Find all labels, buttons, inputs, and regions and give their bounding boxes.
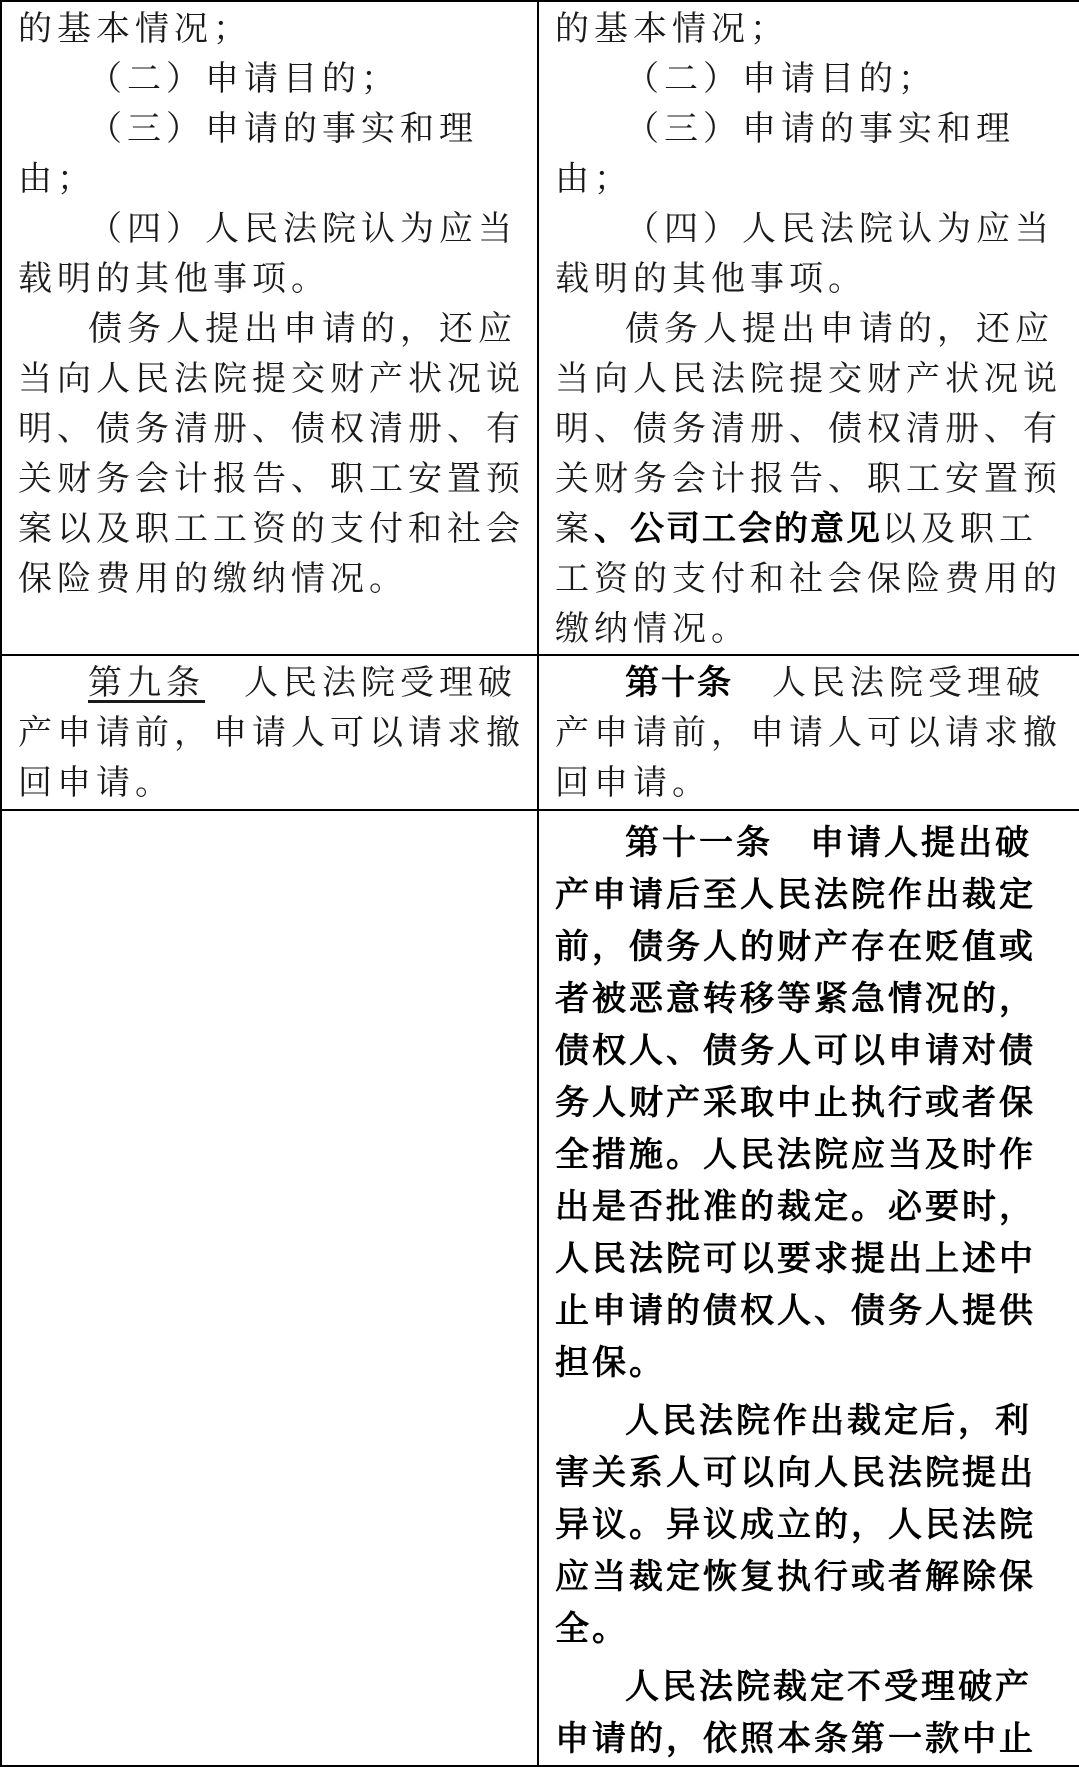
paragraph: （四）人民法院认为应当载明的其他事项。: [18, 209, 517, 299]
table-row: [1, 655, 1079, 810]
paragraph: 债务人提出申请的，还应当向人民法院提交财产状况说明、债务清册、债权清册、有关财务会计报告、职工安置预案以及职工工资的支付和社会保险费用的缴纳情况。: [18, 309, 525, 599]
paragraph: [555, 304, 1067, 654]
new-text-cell: [538, 1, 1079, 655]
paragraph: （三）申请的事实和理由；: [18, 109, 478, 199]
old-text-cell: [1, 1, 538, 655]
article-text: 人民法院受理破产申请前，申请人可以请求撤回申请。: [555, 663, 1062, 803]
paragraph: （三）申请的事实和理由；: [555, 109, 1015, 199]
paragraph: [555, 658, 1067, 808]
unchanged-text: 以及职工工资的支付和社会保险费用的缴纳情况。: [555, 509, 1062, 649]
paragraph: （四）人民法院认为应当载明的其他事项。: [555, 209, 1054, 299]
paragraph: 的基本情况；: [555, 9, 789, 49]
paragraph: （二）申请目的；: [625, 59, 937, 99]
article-number: 第九条: [88, 663, 205, 703]
article-text: 人民法院受理破产申请前，申请人可以请求撤回申请。: [18, 663, 525, 803]
added-text: 、公司工会的意见: [594, 509, 882, 549]
paragraph: [18, 658, 525, 808]
paragraph: 第十一条 申请人提出破产申请后至人民法院作出裁定前，债务人的财产存在贬值或者被恶意转移等紧急情况的，债权人、债务人可以申请对债务人财产采取中止执行或者保全措施。人民法院应当及时作出是否批准的裁定。必要时，人民法院可以要求提出上述中止申请的债权人、债务人提供担保。: [555, 823, 1036, 1383]
new-text-cell: [538, 810, 1079, 1766]
paragraph: 人民法院作出裁定后，利害关系人可以向人民法院提出异议。异议成立的，人民法院应当裁定恢复执行或者解除保全。: [555, 1401, 1036, 1649]
paragraph: 人民法院裁定不受理破产申请的，依照本条第一款中止: [555, 1667, 1036, 1759]
table-row: [1, 810, 1079, 1766]
new-text-cell: [538, 655, 1079, 810]
old-text-cell: [1, 655, 538, 810]
article-number: 第十条: [625, 663, 733, 703]
paragraph: 的基本情况；: [18, 9, 252, 49]
table-row: [1, 1, 1079, 655]
unchanged-text: 债务人提出申请的，还应当向人民法院提交财产状况说明、债务清册、债权清册、有关财务会计报告、职工安置预案: [555, 309, 1062, 549]
old-text-cell-empty: [1, 810, 538, 1766]
paragraph: （二）申请目的；: [88, 59, 400, 99]
